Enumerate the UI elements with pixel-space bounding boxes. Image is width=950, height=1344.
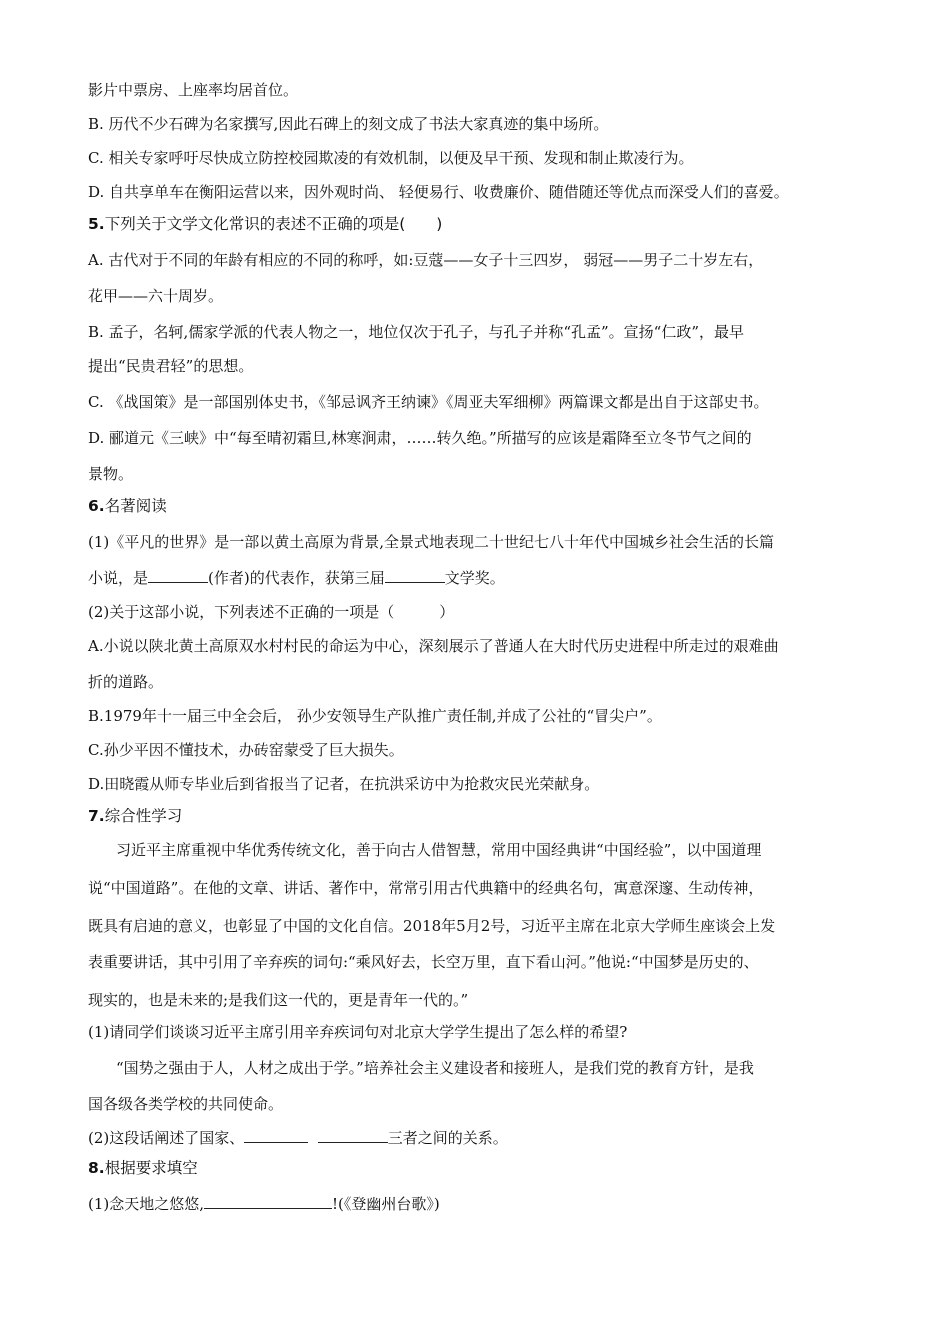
- q7-number: 7.: [88, 807, 105, 825]
- q5-option-a-2: 花甲——六十周岁。: [88, 287, 224, 305]
- q7-passage-line2: 说“中国道路”。在他的文章、讲话、著作中，常常引用古代典籍中的经典名句，寓意深邃、生动传神，: [88, 879, 764, 897]
- q6-option-a-2: 折的道路。: [88, 673, 164, 691]
- q7-passage-line4: 表重要讲话，其中引用了辛弃疾的词句:“乘风好去，长空万里，直下看山河。”他说:“中国梦是历史的、: [88, 953, 759, 971]
- q5-option-d-1: D. 郦道元《三峡》中“每至晴初霜旦,林寒涧肃，……转久绝。”所描写的应该是霜降至立冬节气之间的: [88, 429, 752, 447]
- q5-stem: [88, 214, 442, 234]
- q5-option-d-2: 景物。: [88, 465, 134, 483]
- q6-part1-line1: (1)《平凡的世界》是一部以黄土高原为背景,全景式地表现二十世纪七八十年代中国城乡社会生活的长篇: [88, 533, 775, 551]
- q6-option-c: C.孙少平因不懂技术，办砖窑蒙受了巨大损失。: [88, 741, 404, 759]
- poem-blank[interactable]: [204, 1194, 332, 1209]
- q7-quote-line2: 国各级各类学校的共同使命。: [88, 1095, 284, 1113]
- relation-blank-1[interactable]: [244, 1128, 308, 1143]
- q5-number: 5.: [88, 215, 105, 233]
- award-blank[interactable]: [385, 568, 445, 583]
- q4-option-b: B. 历代不少石碑为名家撰写,因此石碑上的刻文成了书法大家真迹的集中场所。: [88, 115, 609, 133]
- q5-option-b-1: B. 孟子，名轲,儒家学派的代表人物之一，地位仅次于孔子，与孔子并称“孔孟”。宣扬“仁政”，最早: [88, 323, 745, 341]
- q4-option-c: C. 相关专家呼吁尽快成立防控校园欺凌的有效机制，以便及早干预、发现和制止欺凌行为。: [88, 149, 694, 167]
- q5-text: 下列关于文学文化常识的表述不正确的项是( ): [104, 215, 443, 233]
- q7-heading: [88, 806, 182, 826]
- q8-title: 根据要求填空: [104, 1159, 198, 1177]
- q6-part1-line2: 小说，是 (作者)的代表作，获第三届 文学奖。: [88, 569, 505, 587]
- q7-quote-line1: “国势之强由于人，人材之成出于学。”培养社会主义建设者和接班人，是我们党的教育方针，是我: [116, 1059, 754, 1077]
- q7-part1: (1)请同学们谈谈习近平主席引用辛弃疾词句对北京大学学生提出了怎么样的希望?: [88, 1023, 628, 1041]
- q5-option-b-2: 提出“民贵君轻”的思想。: [88, 357, 254, 375]
- q7-passage-line1: 习近平主席重视中华优秀传统文化，善于向古人借智慧，常用中国经典讲“中国经验”，以中国道理: [116, 841, 762, 859]
- q4-optionA-tail: 影片中票房、上座率均居首位。: [88, 81, 299, 99]
- q8-heading: [88, 1158, 198, 1178]
- q6-title: 名著阅读: [104, 497, 167, 515]
- q7-part2: (2)这段话阐述了国家、 三者之间的关系。: [88, 1129, 508, 1147]
- q5-option-a-1: A. 古代对于不同的年龄有相应的不同的称呼，如:豆蔻——女子十三四岁， 弱冠——男子二十岁左右，: [88, 251, 764, 269]
- relation-blank-2[interactable]: [318, 1128, 388, 1143]
- q6-option-d: D.田晓霞从师专毕业后到省报当了记者，在抗洪采访中为抢救灾民光荣献身。: [88, 775, 600, 793]
- author-blank[interactable]: [148, 568, 208, 583]
- q8-part1: (1)念天地之悠悠, !(《登幽州台歌》): [88, 1195, 440, 1213]
- q6-part2-stem: (2)关于这部小说，下列表述不正确的一项是（ ）: [88, 603, 455, 621]
- q8-number: 8.: [88, 1159, 105, 1177]
- q5-option-c: C. 《战国策》是一部国别体史书，《邹忌讽齐王纳谏》《周亚夫军细柳》两篇课文都是出自于这部史书。: [88, 393, 769, 411]
- q6-number: 6.: [88, 497, 105, 515]
- q4-option-d: D. 自共享单车在衡阳运营以来，因外观时尚、 轻便易行、收费廉价、随借随还等优点而深受人们的喜爱。: [88, 183, 789, 201]
- q6-heading: [88, 496, 167, 516]
- q7-passage-line5: 现实的，也是未来的;是我们这一代的，更是青年一代的。”: [88, 991, 469, 1009]
- q7-title: 综合性学习: [104, 807, 183, 825]
- q7-passage-line3: 既具有启迪的意义，也彰显了中国的文化自信。2018年5月2号，习近平主席在北京大学师生座谈会上发: [88, 917, 776, 935]
- q6-option-b: B.1979年十一届三中全会后， 孙少安领导生产队推广责任制,并成了公社的“冒尖户”。: [88, 707, 662, 725]
- q6-option-a-1: A.小说以陕北黄土高原双水村村民的命运为中心，深刻展示了普通人在大时代历史进程中所走过的艰难曲: [88, 637, 779, 655]
